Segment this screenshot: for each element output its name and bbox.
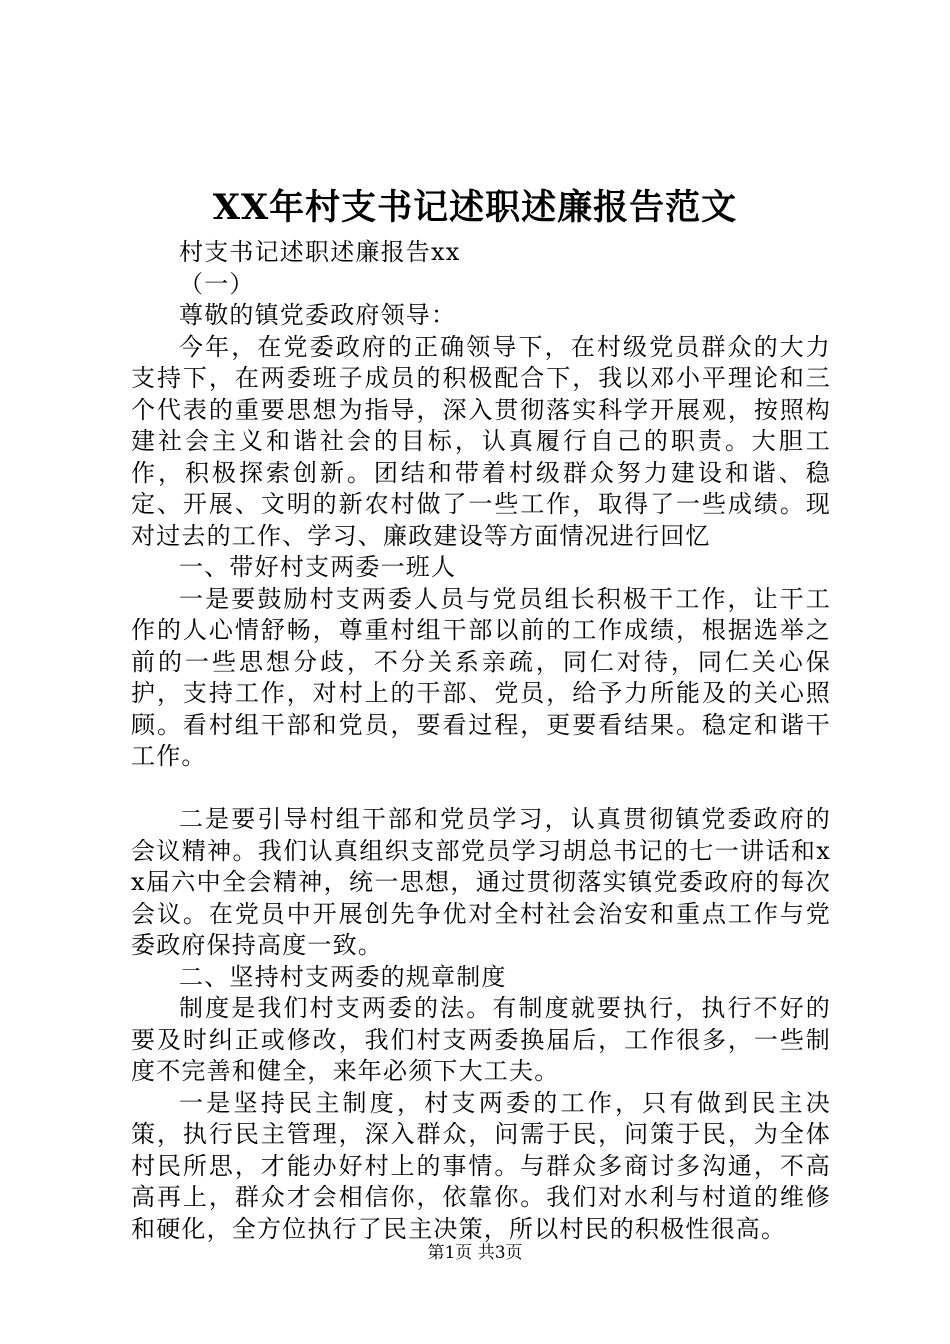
paragraph-section-number: （一） [179,269,255,298]
paragraph-democracy: 一是坚持民主制度，村支两委的工作，只有做到民主决策，执行民主管理，深入群众，问需于民，问策于民，为全体村民所思，才能办好村上的事情。与群众多商讨多沟通，不高高再上，群众才会相信你，依靠你。我们对水利与村道的维修和硬化，全方位执行了民主决策，所以村民的积极性很高。 [131,1088,831,1243]
document-title: XX年村支书记述职述廉报告范文 [212,187,738,228]
paragraph-report-subtitle: 村支书记述职述廉报告xx [179,238,461,266]
heading-section-1: 一、带好村支两委一班人 [179,553,457,581]
paragraph-point-2: 二是要引导村组干部和党员学习，认真贯彻镇党委政府的会议精神。我们认真组织支部党员学习胡总书记的七一讲话和xx届六中全会精神，统一思想，通过贯彻落实镇党委政府的每次会议。在党员中开展创先争优对全村社会治安和重点工作与党委政府保持高度一致。 [131,805,831,959]
paragraph-point-1: 一是要鼓励村支两委人员与党员组长积极干工作，让干工作的人心情舒畅，尊重村组干部以前的工作成绩，根据选举之前的一些思想分歧，不分关系亲疏，同仁对待，同仁关心保护，支持工作，对村上的干部、党员，给予力所能及的关心照顾。看村组干部和党员，要看过程，更要看结果。稳定和谐干工作。 [131,584,831,770]
paragraph-intro: 今年，在党委政府的正确领导下，在村级党员群众的大力支持下，在两委班子成员的积极配合下，我以邓小平理论和三个代表的重要思想为指导，深入贯彻落实科学开展观，按照构建社会主义和谐社会的目标，认真履行自己的职责。大胆工作，积极探索创新。团结和带着村级群众努力建设和谐、稳定、开展、文明的新农村做了一些工作，取得了一些成绩。现对过去的工作、学习、廉政建设等方面情况进行回忆 [131,332,831,550]
document-body [131,237,831,1245]
heading-section-2: 二、坚持村支两委的规章制度 [179,962,507,991]
page-footer: 第1页 共3页 [427,1243,523,1263]
paragraph-salutation: 尊敬的镇党委政府领导： [179,301,457,329]
paragraph-rules: 制度是我们村支两委的法。有制度就要执行，执行不好的要及时纠正或修改，我们村支两委换届后，工作很多，一些制度不完善和健全，来年必须下大工夫。 [131,994,831,1085]
